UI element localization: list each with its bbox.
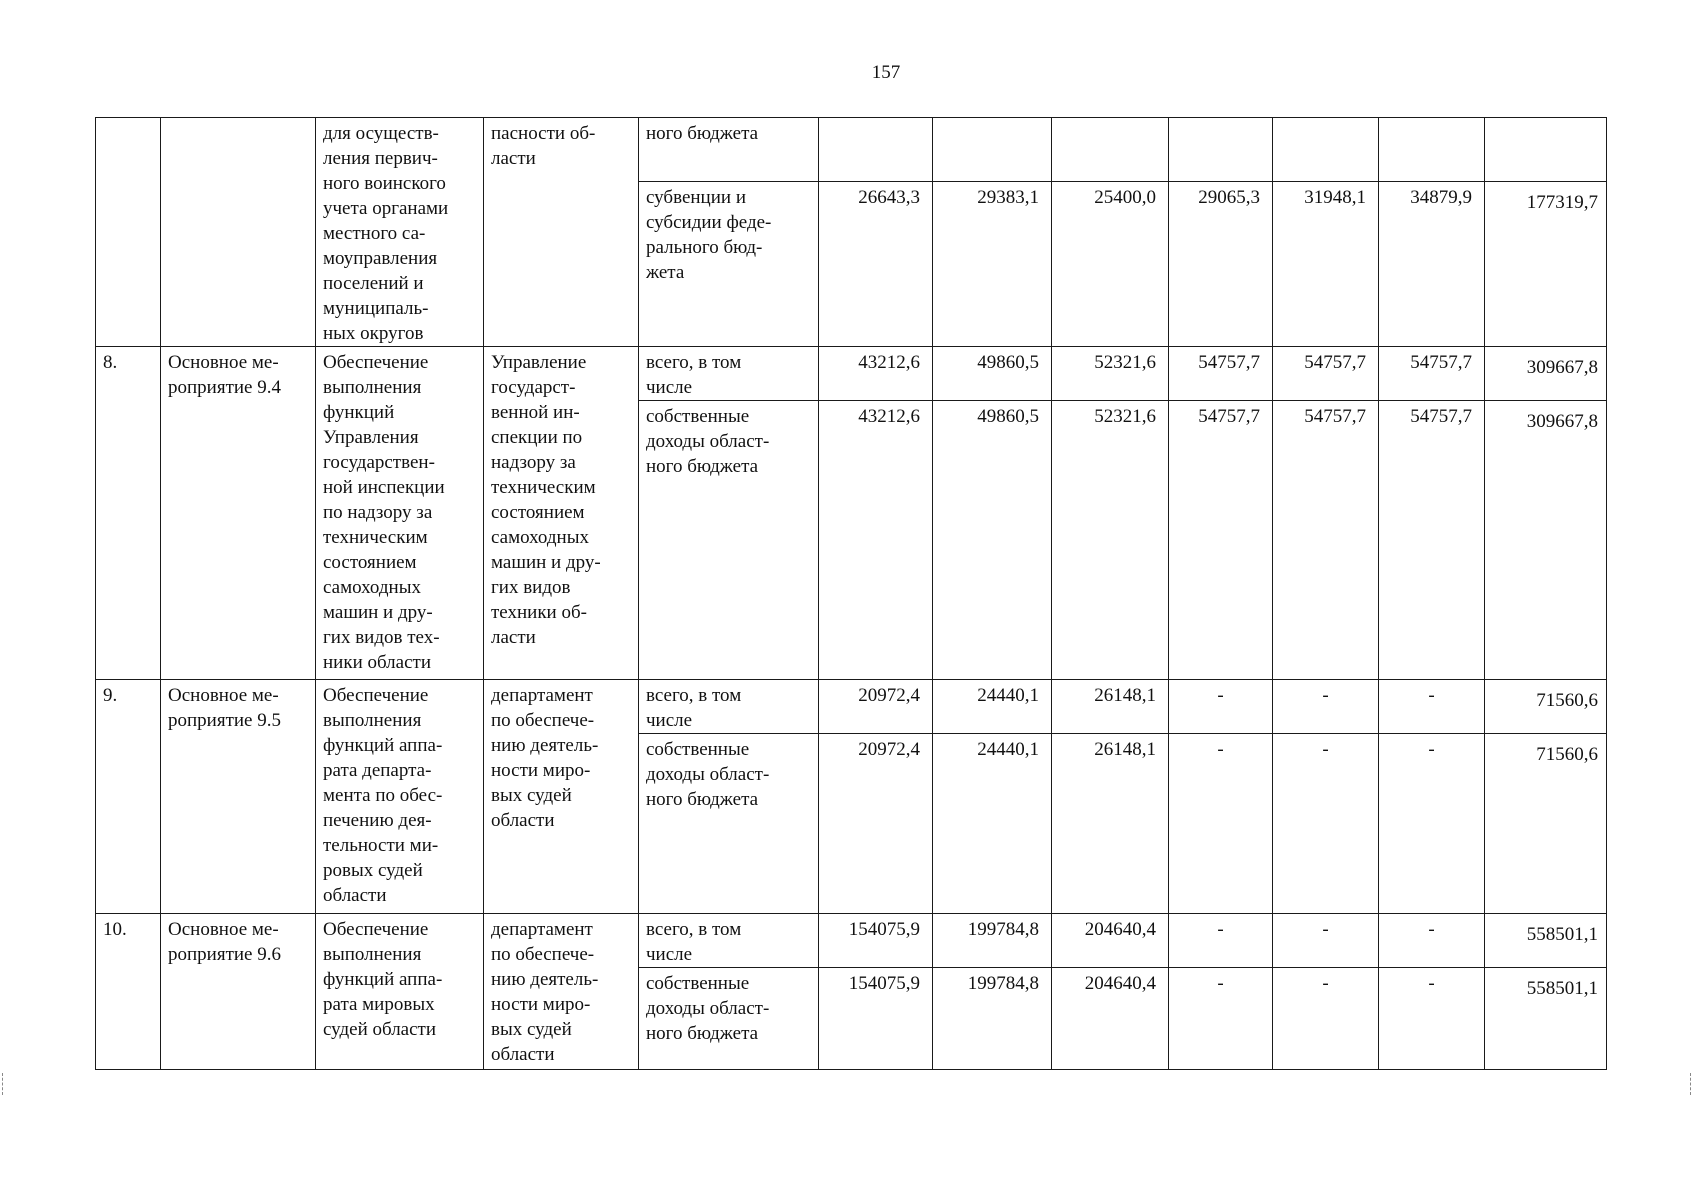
event-cell: Основное ме- роприятие 9.5 [161, 680, 316, 914]
page-number: 157 [871, 62, 901, 83]
funding-source-cell: всего, в том числе [639, 680, 819, 734]
value-cell: 43212,6 [819, 347, 933, 401]
value-cell [933, 118, 1052, 182]
value-cell: 199784,8 [933, 914, 1052, 968]
value-cell: - [1379, 914, 1485, 968]
value-cell: 199784,8 [933, 968, 1052, 1070]
value-cell: - [1379, 968, 1485, 1070]
value-cell: - [1273, 680, 1379, 734]
event-cell: Основное ме- роприятие 9.4 [161, 347, 316, 680]
funding-source-cell: субвенции и субсидии феде- рального бюд- жета [639, 182, 819, 347]
executor-cell: пасности об- ласти [484, 118, 639, 347]
value-cell: 154075,9 [819, 968, 933, 1070]
value-cell: 20972,4 [819, 680, 933, 734]
scan-edge-mark [1690, 1073, 1694, 1095]
value-cell: 52321,6 [1052, 347, 1169, 401]
measure-cell: Обеспечение выполнения функций аппа- рата мировых судей области [316, 914, 484, 1070]
total-cell: 177319,7 [1485, 182, 1607, 347]
value-cell: - [1273, 914, 1379, 968]
value-cell: - [1379, 680, 1485, 734]
value-cell: 54757,7 [1379, 347, 1485, 401]
funding-source-cell: всего, в том числе [639, 347, 819, 401]
value-cell: 154075,9 [819, 914, 933, 968]
value-cell: 26148,1 [1052, 680, 1169, 734]
table-row [96, 347, 1607, 401]
value-cell: 26148,1 [1052, 734, 1169, 914]
value-cell: 54757,7 [1273, 401, 1379, 680]
value-cell: 25400,0 [1052, 182, 1169, 347]
table-row [96, 118, 1607, 182]
funding-source-cell: всего, в том числе [639, 914, 819, 968]
total-cell: 71560,6 [1485, 680, 1607, 734]
value-cell [1052, 118, 1169, 182]
measure-cell: Обеспечение выполнения функций аппа- рата департа- мента по обес- печению дея- тельности ми- ровых судей области [316, 680, 484, 914]
row-number-cell [96, 118, 161, 347]
funding-source-cell: собственные доходы област- ного бюджета [639, 968, 819, 1070]
funding-source-cell: собственные доходы област- ного бюджета [639, 734, 819, 914]
value-cell: - [1273, 968, 1379, 1070]
row-number-cell: 10. [96, 914, 161, 1070]
executor-cell: департамент по обеспече- нию деятель- ности миро- вых судей области [484, 680, 639, 914]
table-row [96, 680, 1607, 734]
value-cell: 54757,7 [1169, 401, 1273, 680]
value-cell: 54757,7 [1273, 347, 1379, 401]
value-cell [1169, 118, 1273, 182]
budget-table [95, 117, 1607, 1070]
value-cell [1379, 118, 1485, 182]
value-cell: 26643,3 [819, 182, 933, 347]
event-cell [161, 118, 316, 347]
value-cell: 54757,7 [1169, 347, 1273, 401]
value-cell: 34879,9 [1379, 182, 1485, 347]
value-cell: - [1273, 734, 1379, 914]
value-cell: 24440,1 [933, 680, 1052, 734]
value-cell: - [1169, 914, 1273, 968]
value-cell: 204640,4 [1052, 968, 1169, 1070]
table-row [96, 914, 1607, 968]
row-number-cell: 9. [96, 680, 161, 914]
value-cell: 49860,5 [933, 401, 1052, 680]
funding-source-cell: собственные доходы област- ного бюджета [639, 401, 819, 680]
value-cell: 52321,6 [1052, 401, 1169, 680]
value-cell [819, 118, 933, 182]
value-cell: 43212,6 [819, 401, 933, 680]
measure-cell: Обеспечение выполнения функций Управления государствен- ной инспекции по надзору за техническим состоянием самоходных машин и дру- гих видов тех- ники области [316, 347, 484, 680]
value-cell: - [1169, 734, 1273, 914]
total-cell: 309667,8 [1485, 347, 1607, 401]
value-cell: 29383,1 [933, 182, 1052, 347]
value-cell: 54757,7 [1379, 401, 1485, 680]
executor-cell: Управление государст- венной ин- спекции по надзору за техническим состоянием самоходных машин и дру- гих видов техники об- ласти [484, 347, 639, 680]
value-cell: - [1169, 968, 1273, 1070]
funding-source-cell: ного бюджета [639, 118, 819, 182]
value-cell: - [1379, 734, 1485, 914]
value-cell: 49860,5 [933, 347, 1052, 401]
value-cell: 31948,1 [1273, 182, 1379, 347]
value-cell: 24440,1 [933, 734, 1052, 914]
total-cell: 71560,6 [1485, 734, 1607, 914]
scan-edge-mark [2, 1073, 6, 1095]
value-cell [1273, 118, 1379, 182]
measure-cell: для осуществ- ления первич- ного воинского учета органами местного са- моуправления поселений и муниципаль- ных округов [316, 118, 484, 347]
total-cell: 558501,1 [1485, 914, 1607, 968]
value-cell: - [1169, 680, 1273, 734]
executor-cell: департамент по обеспече- нию деятель- ности миро- вых судей области [484, 914, 639, 1070]
value-cell: 20972,4 [819, 734, 933, 914]
value-cell: 204640,4 [1052, 914, 1169, 968]
value-cell: 29065,3 [1169, 182, 1273, 347]
total-cell: 558501,1 [1485, 968, 1607, 1070]
total-cell: 309667,8 [1485, 401, 1607, 680]
event-cell: Основное ме- роприятие 9.6 [161, 914, 316, 1070]
total-cell [1485, 118, 1607, 182]
row-number-cell: 8. [96, 347, 161, 680]
